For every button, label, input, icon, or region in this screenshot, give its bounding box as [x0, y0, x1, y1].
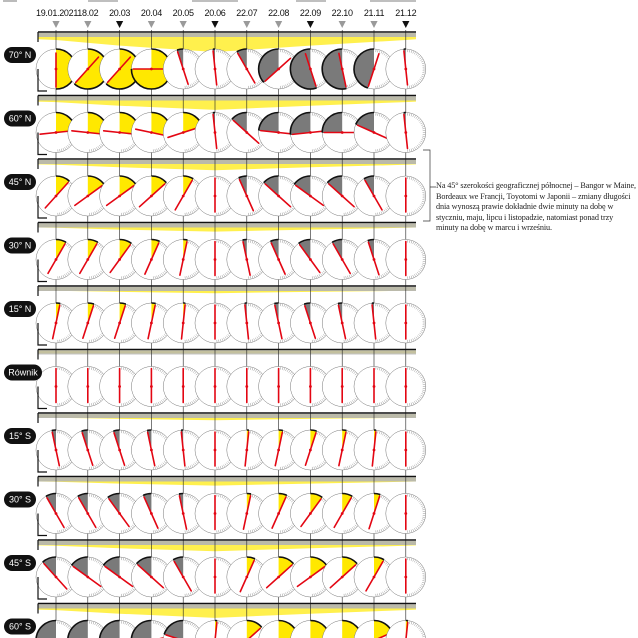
- dial-pivot: [118, 322, 121, 325]
- dial-pivot: [341, 131, 344, 134]
- dial-pivot: [182, 322, 185, 325]
- dial-pivot: [404, 68, 407, 71]
- dial-pivot: [55, 512, 58, 515]
- dial-pivot: [55, 68, 58, 71]
- dial-pivot: [309, 195, 312, 198]
- date-marker: [339, 21, 346, 28]
- band-cap: [38, 97, 416, 101]
- dial-pivot: [309, 385, 312, 388]
- lat-text: 15° S: [8, 431, 32, 442]
- date-label: 20.06: [204, 8, 226, 18]
- dial-pivot: [373, 322, 376, 325]
- band-cap: [38, 351, 416, 355]
- dial-pivot: [182, 131, 185, 134]
- date-marker: [180, 21, 187, 28]
- dial-pivot: [245, 449, 248, 452]
- date-marker: [148, 21, 155, 28]
- dial-pivot: [182, 512, 185, 515]
- dial-pivot: [277, 512, 280, 515]
- dial-pivot: [182, 449, 185, 452]
- dial-pivot: [245, 385, 248, 388]
- lat-label: [4, 428, 36, 444]
- dial: [386, 494, 426, 534]
- dial-pivot: [341, 512, 344, 515]
- dial-pivot: [214, 449, 217, 452]
- dial-pivot: [245, 131, 248, 134]
- date-label: 21.11: [363, 8, 385, 18]
- dial: [386, 430, 426, 470]
- date-label: 22.09: [299, 8, 321, 18]
- dial-pivot: [309, 512, 312, 515]
- dial-pivot: [404, 195, 407, 198]
- dial-pivot: [404, 576, 407, 579]
- dial-pivot: [55, 385, 58, 388]
- dial-pivot: [86, 576, 89, 579]
- dial-pivot: [55, 258, 58, 261]
- date-labels: [36, 8, 417, 18]
- dial-pivot: [150, 68, 153, 71]
- dial-pivot: [214, 131, 217, 134]
- dial-pivot: [55, 195, 58, 198]
- dial-pivot: [150, 131, 153, 134]
- dial-pivot: [214, 68, 217, 71]
- dial-pivot: [309, 576, 312, 579]
- dial-pivot: [55, 322, 58, 325]
- date-label: 22.08: [268, 8, 290, 18]
- dial-pivot: [118, 576, 121, 579]
- dial-pivot: [86, 195, 89, 198]
- dial-pivot: [341, 68, 344, 71]
- date-label: 21.12: [395, 8, 417, 18]
- annotation-bracket: [423, 150, 436, 221]
- dial-pivot: [214, 385, 217, 388]
- lat-text: 30° S: [8, 494, 32, 505]
- dial-pivot: [118, 449, 121, 452]
- dial-pivot: [118, 68, 121, 71]
- dial-pivot: [245, 68, 248, 71]
- dial-pivot: [86, 68, 89, 71]
- band-cap: [38, 160, 416, 164]
- dial-pivot: [277, 322, 280, 325]
- dial-pivot: [245, 322, 248, 325]
- lat-label: [4, 619, 36, 635]
- dial-pivot: [214, 258, 217, 261]
- date-marker: [52, 21, 59, 28]
- dial-pivot: [373, 449, 376, 452]
- date-label: 20.05: [172, 8, 194, 18]
- dial-pivot: [150, 449, 153, 452]
- dial-pivot: [182, 258, 185, 261]
- dial-pivot: [214, 322, 217, 325]
- dial: [386, 303, 426, 343]
- lat-text: 70° N: [8, 50, 32, 61]
- dial: [386, 621, 426, 638]
- lat-text: 15° N: [8, 304, 32, 315]
- dial-pivot: [404, 322, 407, 325]
- dial: [386, 367, 426, 407]
- dial-pivot: [182, 68, 185, 71]
- dial-pivot: [150, 512, 153, 515]
- dial-pivot: [150, 322, 153, 325]
- dial-pivot: [341, 195, 344, 198]
- dial: [386, 49, 426, 89]
- dial-pivot: [86, 385, 89, 388]
- dial-pivot: [404, 131, 407, 134]
- band-cap: [38, 478, 416, 482]
- lat-label: [4, 111, 36, 127]
- lat-text: 60° N: [8, 113, 32, 124]
- dial: [386, 113, 426, 153]
- lat-text: 60° S: [8, 621, 32, 632]
- dial-pivot: [277, 131, 280, 134]
- dial-pivot: [55, 449, 58, 452]
- dial-pivot: [404, 449, 407, 452]
- band-cap: [38, 605, 416, 609]
- dial-pivot: [341, 258, 344, 261]
- dial-pivot: [118, 131, 121, 134]
- dial-pivot: [309, 68, 312, 71]
- dial: [386, 557, 426, 597]
- band-cap: [38, 287, 416, 291]
- dial-pivot: [404, 512, 407, 515]
- dial-pivot: [373, 512, 376, 515]
- dial-pivot: [86, 512, 89, 515]
- dial: [386, 176, 426, 216]
- dial-pivot: [55, 576, 58, 579]
- date-label: 20.04: [140, 8, 162, 18]
- date-label: 22.10: [331, 8, 353, 18]
- lat-label: [4, 174, 36, 190]
- annotation-text: Na 45° szerokości geograficznej północnej – Bangor w Maine, Bordeaux we Francji, Toyotomi w Japonii – zmiany długości dnia wynoszą prawie dokładnie dwie minuty na dobę w styczniu, maju, lipcu i listopadzie, natomiast ponad trzy minuty na dobę w marcu i wrześniu.: [436, 181, 636, 233]
- lat-label: [4, 492, 36, 508]
- dial-pivot: [277, 68, 280, 71]
- dial-pivot: [309, 449, 312, 452]
- lat-label: [4, 555, 36, 571]
- lat-text: 45° N: [8, 177, 32, 188]
- date-marker: [370, 21, 377, 28]
- lat-label: [4, 301, 36, 317]
- dial-pivot: [404, 258, 407, 261]
- date-label: 22.07: [236, 8, 258, 18]
- dial-pivot: [373, 195, 376, 198]
- date-marker: [275, 21, 282, 28]
- date-marker: [402, 21, 409, 28]
- dial-pivot: [86, 258, 89, 261]
- dial-pivot: [277, 576, 280, 579]
- lat-label: [4, 238, 36, 254]
- band-cap: [38, 414, 416, 418]
- band-cap: [38, 541, 416, 545]
- dial-pivot: [118, 258, 121, 261]
- lat-text: 45° S: [8, 558, 32, 569]
- dial-pivot: [214, 576, 217, 579]
- band-cap: [38, 224, 416, 228]
- dial-pivot: [341, 449, 344, 452]
- dial-pivot: [150, 258, 153, 261]
- date-marker: [84, 21, 91, 28]
- dial-pivot: [404, 385, 407, 388]
- dial-pivot: [373, 258, 376, 261]
- dial-pivot: [373, 576, 376, 579]
- dial-pivot: [277, 385, 280, 388]
- dial-pivot: [309, 322, 312, 325]
- date-label: 20.03: [109, 8, 131, 18]
- date-marker: [243, 21, 250, 28]
- dial-pivot: [341, 322, 344, 325]
- dial-pivot: [277, 258, 280, 261]
- dial-pivot: [182, 576, 185, 579]
- dial-pivot: [341, 385, 344, 388]
- date-marker: [307, 21, 314, 28]
- dial-pivot: [245, 258, 248, 261]
- dial-pivot: [86, 449, 89, 452]
- dial-pivot: [150, 195, 153, 198]
- dial-pivot: [182, 195, 185, 198]
- dial-pivot: [373, 131, 376, 134]
- dial-pivot: [182, 385, 185, 388]
- dial-pivot: [373, 68, 376, 71]
- dial-pivot: [373, 385, 376, 388]
- dial-pivot: [309, 131, 312, 134]
- lat-label: [4, 47, 36, 63]
- dial-pivot: [150, 576, 153, 579]
- dial: [386, 240, 426, 280]
- dial-pivot: [245, 512, 248, 515]
- dial-pivot: [55, 131, 58, 134]
- date-marker: [116, 21, 123, 28]
- date-label: 19.01.2021: [36, 8, 79, 18]
- dial-pivot: [309, 258, 312, 261]
- dial-pivot: [118, 512, 121, 515]
- dial-pivot: [245, 576, 248, 579]
- dial-pivot: [86, 322, 89, 325]
- dial-pivot: [150, 385, 153, 388]
- date-marker: [211, 21, 218, 28]
- dial-pivot: [214, 195, 217, 198]
- dial-pivot: [245, 195, 248, 198]
- date-label: 18.02: [77, 8, 99, 18]
- dial-pivot: [118, 385, 121, 388]
- dial-pivot: [86, 131, 89, 134]
- dial-pivot: [277, 449, 280, 452]
- lat-text: Równik: [8, 367, 38, 378]
- dial-pivot: [118, 195, 121, 198]
- lat-label: [4, 365, 42, 381]
- dial-pivot: [277, 195, 280, 198]
- dial-pivot: [341, 576, 344, 579]
- lat-text: 30° N: [8, 240, 32, 251]
- band-cap: [38, 33, 416, 37]
- dial-pivot: [214, 512, 217, 515]
